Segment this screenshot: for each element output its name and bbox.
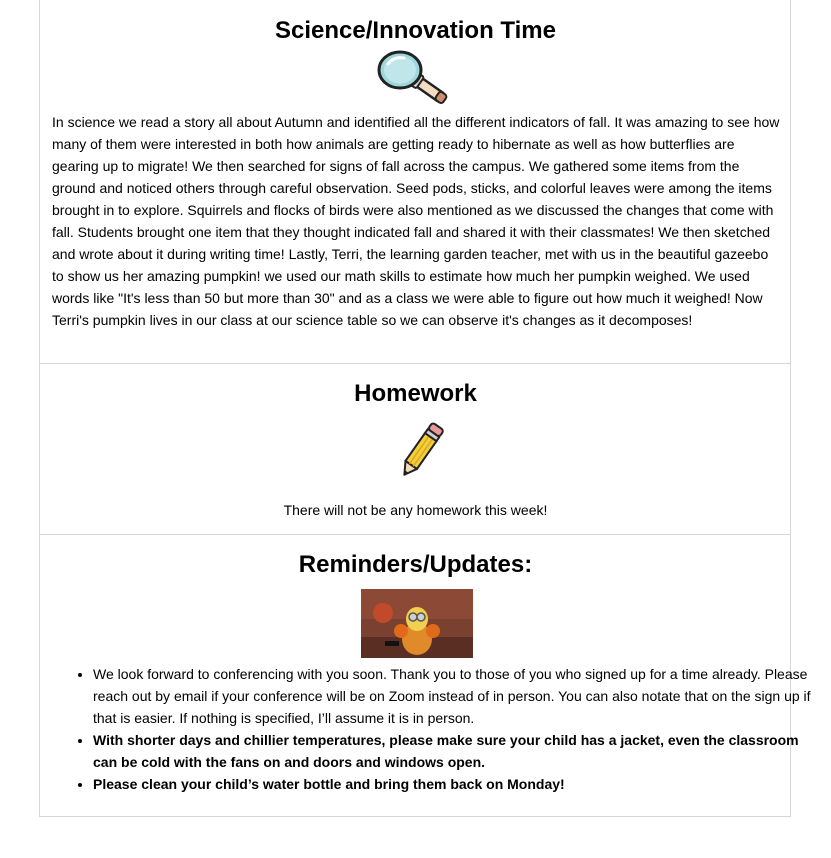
reminders-section bbox=[40, 535, 811, 817]
minion-photo-icon bbox=[361, 589, 473, 658]
magnifying-glass-icon bbox=[376, 50, 456, 110]
homework-body: There will not be any homework this week! bbox=[283, 502, 548, 518]
reminder-item: • With shorter days and chillier temperatures, please make sure your child has a jacket, even the classroom can be cold with the fans on and doors and windows open. bbox=[93, 729, 818, 773]
homework-section bbox=[40, 364, 791, 535]
science-section bbox=[40, 0, 791, 364]
pencil-icon bbox=[390, 419, 452, 483]
reminder-item: • We look forward to conferencing with you soon. Thank you to those of you who signed up for a time already. Please reach out by email if your conference will be on Zoom instead of in person. You can also notate that on the sign up if that is easier. If nothing is specified, I’ll assume it is in person. bbox=[93, 663, 818, 729]
science-title: Science/Innovation Time bbox=[275, 17, 556, 44]
science-body: In science we read a story all about Autumn and identified all the different indicators of fall. It was amazing to see how many of them were interested in both how animals are getting ready to hibernate as well as how butterflies are gearing up to migrate! We then searched for signs of fall across the campus. We gathered some items from the ground and noticed others through careful observation. Seed pods, sticks, and colorful leaves were among the items brought in to explore. Squirrels and flocks of birds were also mentioned as we discussed the changes that come with fall. Students brought one item that they thought indicated fall and shared it with their classmates! We then sketched and wrote about it during writing time! Lastly, Terri, the learning garden teacher, met with us in the beautiful gazeebo to show us her amazing pumpkin! we used our math skills to estimate how much her pumpkin weighed. We used words like "It's less than 50 but more than 30" and as a class we were able to figure out how much it weighed! Now Terri's pumpkin lives in our class at our science table so we can observe it's changes as it decomposes! bbox=[52, 114, 780, 328]
reminders-list bbox=[52, 663, 818, 795]
newsletter bbox=[39, 0, 811, 817]
reminders-title: Reminders/Updates: bbox=[298, 551, 533, 578]
reminder-item: • Please clean your child’s water bottle and bring them back on Monday! bbox=[93, 773, 818, 795]
homework-title: Homework bbox=[354, 380, 477, 407]
minion-photo bbox=[361, 589, 473, 658]
